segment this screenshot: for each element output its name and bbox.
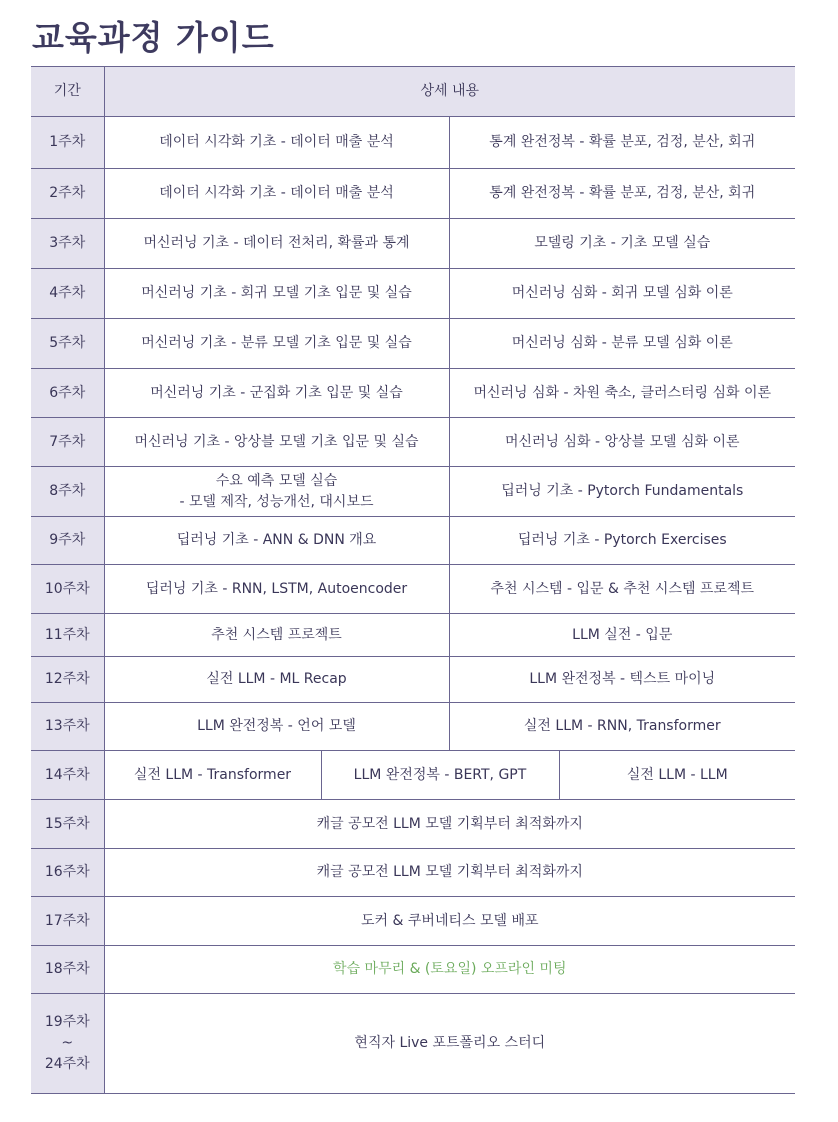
table-row [31,565,795,614]
table-row [31,219,795,269]
course-cell [104,467,449,517]
week-label: 5주차 [31,319,104,369]
week-label: 3주차 [31,219,104,269]
week-label: 10주차 [31,565,104,614]
week-label-line: ~ [61,1035,74,1051]
header-details: 상세 내용 [104,67,795,117]
table-row [31,169,795,219]
table-row [31,800,795,849]
course-cell: LLM 완전정복 - 언어 모델 [104,703,449,751]
table-row [31,994,795,1094]
table-row [31,517,795,565]
course-cell: 도커 & 쿠버네티스 모델 배포 [104,897,795,946]
course-cell: 머신러닝 기초 - 데이터 전처리, 확률과 통계 [104,219,449,269]
week-label: 18주차 [31,946,104,994]
table-row [31,319,795,369]
week-label [31,994,104,1094]
header-period: 기간 [31,67,104,117]
course-cell: 딥러닝 기초 - Pytorch Fundamentals [449,467,795,517]
week-label: 1주차 [31,117,104,169]
course-cell: 캐글 공모전 LLM 모델 기획부터 최적화까지 [104,800,795,849]
course-cell: 실전 LLM - Transformer [104,751,321,800]
course-cell: 실전 LLM - ML Recap [104,657,449,703]
week-label-line: 19주차 [44,1014,90,1030]
week-label: 17주차 [31,897,104,946]
course-cell: 데이터 시각화 기초 - 데이터 매출 분석 [104,169,449,219]
week-label: 14주차 [31,751,104,800]
table-row [31,751,795,800]
course-cell: 통계 완전정복 - 확률 분포, 검정, 분산, 회귀 [449,117,795,169]
course-cell: 머신러닝 기초 - 군집화 기초 입문 및 실습 [104,369,449,418]
course-cell: 추천 시스템 - 입문 & 추천 시스템 프로젝트 [449,565,795,614]
table-row [31,946,795,994]
week-label: 8주차 [31,467,104,517]
course-cell: 딥러닝 기초 - Pytorch Exercises [449,517,795,565]
course-cell-highlight: 학습 마무리 & (토요일) 오프라인 미팅 [104,946,795,994]
course-cell: LLM 완전정복 - BERT, GPT [321,751,559,800]
course-cell: 머신러닝 심화 - 차원 축소, 클러스터링 심화 이론 [449,369,795,418]
week-label: 13주차 [31,703,104,751]
course-cell-line: - 모델 제작, 성능개선, 대시보드 [179,493,374,510]
course-cell: 통계 완전정복 - 확률 분포, 검정, 분산, 회귀 [449,169,795,219]
course-cell: 머신러닝 기초 - 분류 모델 기초 입문 및 실습 [104,319,449,369]
table-row [31,418,795,467]
course-cell-line: 수요 예측 모델 실습 [215,472,338,489]
course-cell: 실전 LLM - RNN, Transformer [449,703,795,751]
course-cell: LLM 완전정복 - 텍스트 마이닝 [449,657,795,703]
course-cell: 데이터 시각화 기초 - 데이터 매출 분석 [104,117,449,169]
week-label: 12주차 [31,657,104,703]
week-label: 15주차 [31,800,104,849]
week-label-line: 24주차 [44,1056,90,1072]
week-label: 2주차 [31,169,104,219]
table-row [31,703,795,751]
table-row [31,614,795,657]
course-cell: 딥러닝 기초 - RNN, LSTM, Autoencoder [104,565,449,614]
header-row [31,67,795,117]
course-cell: 머신러닝 심화 - 앙상블 모델 심화 이론 [449,418,795,467]
week-label: 6주차 [31,369,104,418]
course-cell: 머신러닝 심화 - 분류 모델 심화 이론 [449,319,795,369]
week-label: 4주차 [31,269,104,319]
course-cell: 머신러닝 심화 - 회귀 모델 심화 이론 [449,269,795,319]
course-cell: 현직자 Live 포트폴리오 스터디 [104,994,795,1094]
course-cell: 머신러닝 기초 - 회귀 모델 기초 입문 및 실습 [104,269,449,319]
table-row [31,467,795,517]
week-label: 11주차 [31,614,104,657]
course-cell: 딥러닝 기초 - ANN & DNN 개요 [104,517,449,565]
course-cell: 머신러닝 기초 - 앙상블 모델 기초 입문 및 실습 [104,418,449,467]
page-title: 교육과정 가이드 [32,18,275,57]
table-row [31,897,795,946]
course-cell: 실전 LLM - LLM [559,751,795,800]
week-label: 7주차 [31,418,104,467]
table-row [31,117,795,169]
table-row [31,369,795,418]
week-label: 9주차 [31,517,104,565]
course-cell: LLM 실전 - 입문 [449,614,795,657]
course-cell: 캐글 공모전 LLM 모델 기획부터 최적화까지 [104,849,795,897]
course-cell: 모델링 기초 - 기초 모델 실습 [449,219,795,269]
table-row [31,849,795,897]
course-cell: 추천 시스템 프로젝트 [104,614,449,657]
table-row [31,269,795,319]
curriculum-table [31,66,795,1094]
table-row [31,657,795,703]
week-label: 16주차 [31,849,104,897]
